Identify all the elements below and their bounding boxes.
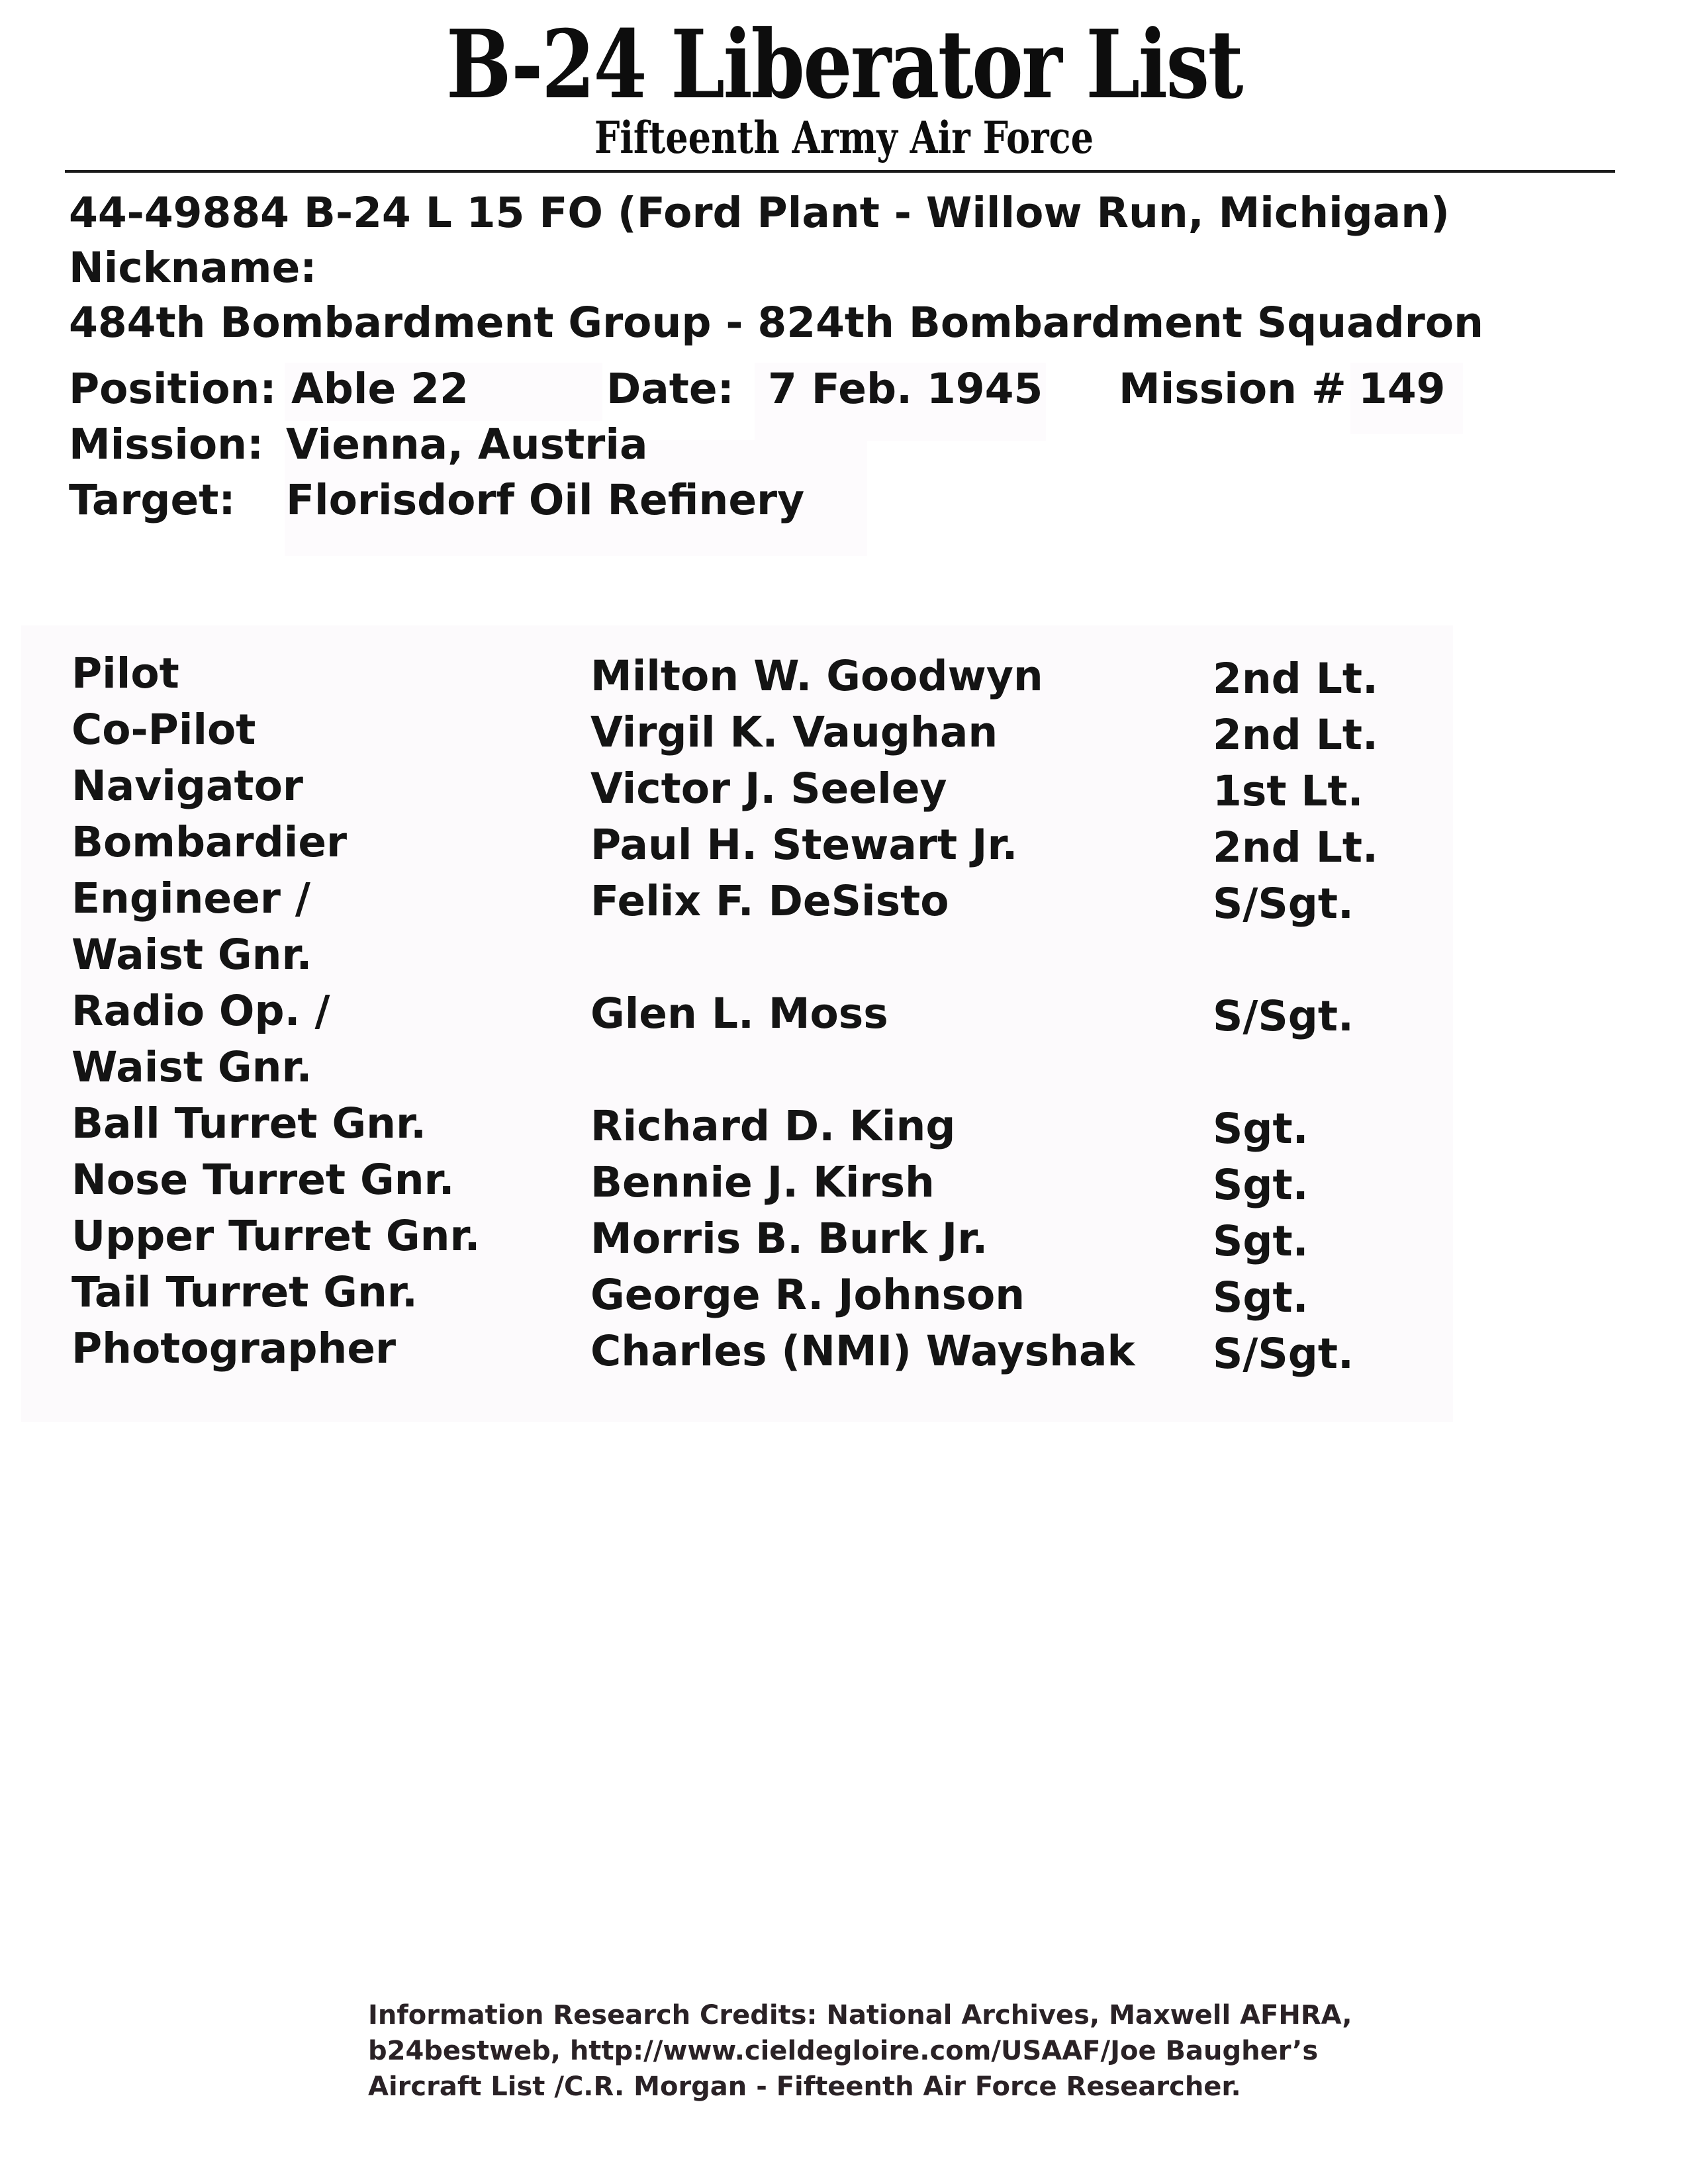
crew-rank: Sgt. [1213,1161,1309,1209]
crew-rank: S/Sgt. [1213,880,1354,928]
date-value: 7 Feb. 1945 [768,365,1043,413]
crew-rank: S/Sgt. [1213,1330,1354,1378]
crew-role: Co-Pilot [71,705,256,754]
crew-role: Nose Turret Gnr. [71,1156,455,1204]
aircraft-serial-line: 44-49884 B-24 L 15 FO (Ford Plant - Willow Run, Michigan) [69,189,1450,237]
crew-name: Felix F. DeSisto [590,877,949,925]
crew-name: George R. Johnson [590,1271,1025,1319]
crew-rank: Sgt. [1213,1217,1309,1265]
crew-name: Charles (NMI) Wayshak [590,1327,1135,1375]
crew-rank: Sgt. [1213,1273,1309,1322]
crew-name: Morris B. Burk Jr. [590,1214,988,1263]
nickname-label: Nickname: [69,244,317,292]
crew-name: Paul H. Stewart Jr. [590,821,1018,869]
position-label: Position: [69,365,277,413]
header-divider [65,170,1615,173]
mission-label: Mission: [69,420,264,469]
target-value: Florisdorf Oil Refinery [286,476,805,524]
mission-number-value: 149 [1358,365,1446,413]
crew-name: Victor J. Seeley [590,764,947,813]
mission-value: Vienna, Austria [286,420,648,469]
mission-number-label: Mission # [1119,365,1346,413]
crew-role: Pilot [71,649,179,698]
crew-role: Radio Op. / [71,987,330,1035]
crew-role: Ball Turret Gnr. [71,1099,427,1148]
crew-name: Virgil K. Vaughan [590,708,998,756]
crew-rank: 2nd Lt. [1213,823,1378,872]
page-subtitle: Fifteenth Army Air Force [594,112,1094,163]
target-label: Target: [69,476,236,524]
crew-rank: 1st Lt. [1213,767,1364,815]
crew-name: Bennie J. Kirsh [590,1158,935,1206]
crew-role: Navigator [71,762,303,810]
crew-role: Bombardier [71,818,348,866]
crew-role: Upper Turret Gnr. [71,1212,481,1260]
research-credits [368,1997,1361,2105]
crew-name: Glen L. Moss [590,989,888,1038]
crew-role-continued: Waist Gnr. [71,1043,312,1091]
crew-roster [21,625,1453,1422]
position-value: Able 22 [291,365,469,413]
credits-line: b24bestweb, http://www.cieldegloire.com/USAAF/Joe Baugher’s [368,2036,1319,2066]
crew-rank: Sgt. [1213,1105,1309,1153]
crew-name: Richard D. King [590,1102,956,1150]
crew-rank: 2nd Lt. [1213,655,1378,703]
crew-role-continued: Waist Gnr. [71,931,312,979]
date-label: Date: [606,365,734,413]
crew-rank: 2nd Lt. [1213,711,1378,759]
credits-line: Aircraft List /C.R. Morgan - Fifteenth Air Force Researcher. [368,2071,1241,2102]
crew-role: Engineer / [71,874,310,923]
crew-role: Photographer [71,1324,397,1373]
crew-role: Tail Turret Gnr. [71,1268,418,1316]
credits-line: Information Research Credits: National Archives, Maxwell AFHRA, [368,2000,1352,2030]
unit-line: 484th Bombardment Group - 824th Bombardment Squadron [69,298,1483,347]
page-title: B-24 Liberator List [446,10,1242,120]
crew-rank: S/Sgt. [1213,992,1354,1040]
crew-name: Milton W. Goodwyn [590,652,1043,700]
